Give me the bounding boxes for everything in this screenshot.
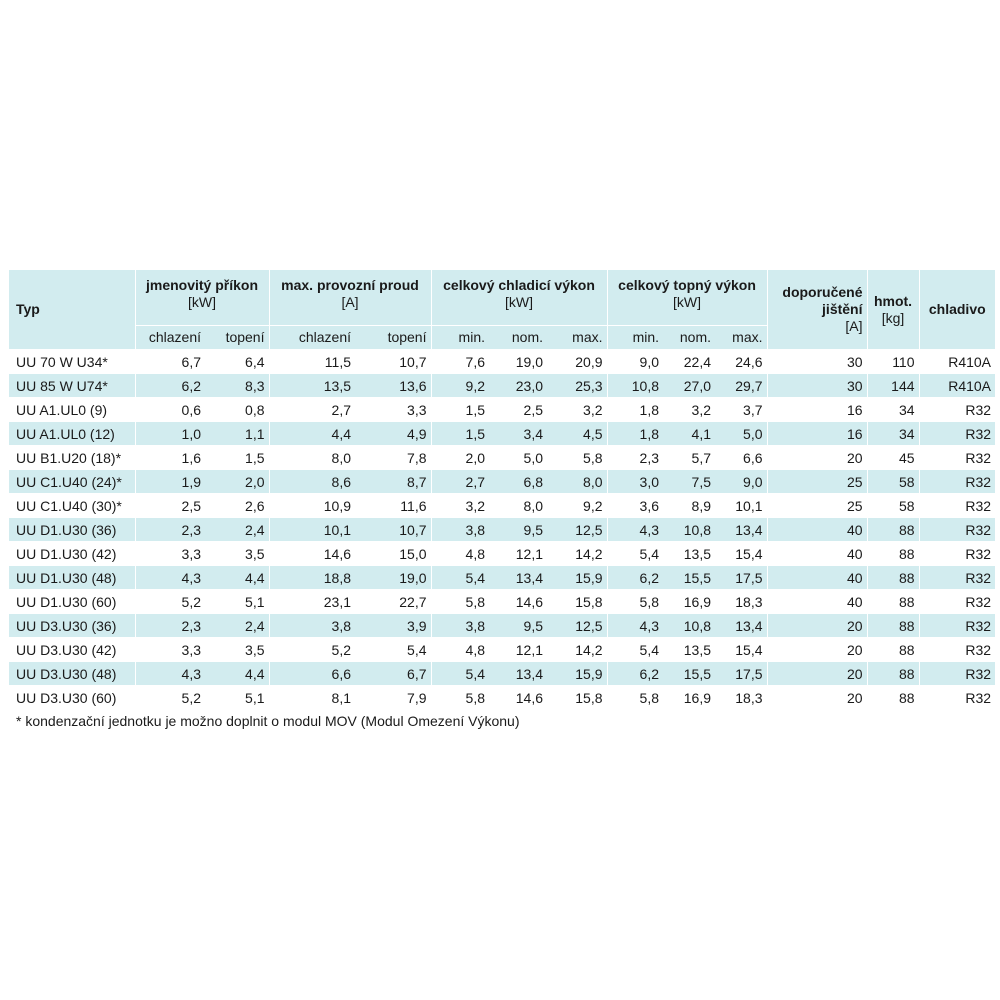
table-row	[9, 542, 995, 566]
cell-chladici-nom: 12,1	[489, 638, 547, 662]
cell-chladici-nom: 3,4	[489, 422, 547, 446]
cell-topny-min: 2,3	[607, 446, 663, 470]
cell-jisteni: 40	[767, 590, 867, 614]
header-jisteni-unit: [A]	[845, 318, 863, 334]
cell-proud-chlazeni: 3,8	[269, 614, 355, 638]
header-hmot-title: hmot.	[873, 292, 913, 309]
cell-chladici-min: 4,8	[431, 542, 489, 566]
cell-prikon-topeni: 5,1	[205, 590, 269, 614]
cell-model: UU D1.U30 (60)	[9, 590, 135, 614]
cell-hmotnost: 88	[867, 566, 919, 590]
cell-topny-nom: 7,5	[663, 470, 715, 494]
cell-topny-nom: 3,2	[663, 398, 715, 422]
cell-chladici-min: 9,2	[431, 374, 489, 398]
cell-prikon-chlazeni: 1,0	[135, 422, 205, 446]
cell-topny-min: 5,8	[607, 590, 663, 614]
cell-hmotnost: 34	[867, 422, 919, 446]
cell-jisteni: 20	[767, 686, 867, 710]
cell-proud-chlazeni: 2,7	[269, 398, 355, 422]
cell-proud-topeni: 7,8	[355, 446, 431, 470]
header-topny-unit: [kW]	[673, 294, 702, 310]
cell-topny-nom: 15,5	[663, 662, 715, 686]
header-hmot	[867, 270, 919, 350]
cell-chladivo: R32	[919, 686, 995, 710]
cell-proud-topeni: 19,0	[355, 566, 431, 590]
cell-topny-nom: 27,0	[663, 374, 715, 398]
cell-chladici-min: 3,8	[431, 518, 489, 542]
table-row	[9, 494, 995, 518]
cell-proud-chlazeni: 23,1	[269, 590, 355, 614]
cell-hmotnost: 88	[867, 686, 919, 710]
cell-model: UU D3.U30 (60)	[9, 686, 135, 710]
cell-hmotnost: 34	[867, 398, 919, 422]
cell-proud-topeni: 8,7	[355, 470, 431, 494]
cell-chladici-max: 20,9	[547, 350, 607, 374]
cell-topny-max: 17,5	[715, 566, 767, 590]
cell-model: UU 85 W U74*	[9, 374, 135, 398]
cell-proud-chlazeni: 18,8	[269, 566, 355, 590]
cell-topny-min: 5,8	[607, 686, 663, 710]
cell-jisteni: 30	[767, 350, 867, 374]
cell-topny-min: 3,0	[607, 470, 663, 494]
cell-model: UU C1.U40 (24)*	[9, 470, 135, 494]
cell-proud-chlazeni: 4,4	[269, 422, 355, 446]
cell-proud-chlazeni: 8,0	[269, 446, 355, 470]
cell-jisteni: 25	[767, 470, 867, 494]
cell-topny-max: 24,6	[715, 350, 767, 374]
cell-hmotnost: 88	[867, 614, 919, 638]
cell-model: UU D1.U30 (48)	[9, 566, 135, 590]
cell-topny-max: 9,0	[715, 470, 767, 494]
cell-chladici-nom: 13,4	[489, 566, 547, 590]
cell-proud-topeni: 3,3	[355, 398, 431, 422]
table-row	[9, 590, 995, 614]
cell-topny-nom: 10,8	[663, 518, 715, 542]
header-chladici	[431, 270, 607, 326]
cell-chladici-max: 8,0	[547, 470, 607, 494]
cell-chladici-nom: 13,4	[489, 662, 547, 686]
cell-prikon-chlazeni: 6,7	[135, 350, 205, 374]
header-topny	[607, 270, 767, 326]
cell-jisteni: 20	[767, 662, 867, 686]
cell-topny-max: 15,4	[715, 638, 767, 662]
cell-model: UU D1.U30 (36)	[9, 518, 135, 542]
cell-topny-min: 1,8	[607, 398, 663, 422]
table-body	[9, 350, 995, 710]
cell-jisteni: 20	[767, 614, 867, 638]
cell-topny-min: 3,6	[607, 494, 663, 518]
cell-chladivo: R32	[919, 422, 995, 446]
cell-prikon-topeni: 4,4	[205, 662, 269, 686]
cell-hmotnost: 58	[867, 470, 919, 494]
cell-proud-chlazeni: 8,1	[269, 686, 355, 710]
cell-topny-min: 6,2	[607, 662, 663, 686]
table-row	[9, 662, 995, 686]
table-row	[9, 638, 995, 662]
cell-proud-chlazeni: 14,6	[269, 542, 355, 566]
cell-chladivo: R32	[919, 662, 995, 686]
header-jisteni-line1: doporučené	[782, 284, 863, 300]
table-row	[9, 422, 995, 446]
table-row	[9, 398, 995, 422]
cell-prikon-chlazeni: 0,6	[135, 398, 205, 422]
cell-chladici-min: 3,8	[431, 614, 489, 638]
table-row	[9, 518, 995, 542]
header-proud-unit: [A]	[341, 294, 359, 310]
cell-chladici-max: 9,2	[547, 494, 607, 518]
cell-hmotnost: 88	[867, 662, 919, 686]
cell-prikon-topeni: 2,0	[205, 470, 269, 494]
cell-topny-nom: 5,7	[663, 446, 715, 470]
cell-prikon-chlazeni: 1,6	[135, 446, 205, 470]
cell-chladici-nom: 19,0	[489, 350, 547, 374]
cell-chladici-max: 25,3	[547, 374, 607, 398]
header-chladivo: chladivo	[919, 270, 995, 350]
cell-chladici-min: 2,7	[431, 470, 489, 494]
cell-jisteni: 20	[767, 638, 867, 662]
cell-prikon-chlazeni: 6,2	[135, 374, 205, 398]
cell-chladici-max: 5,8	[547, 446, 607, 470]
cell-topny-min: 1,8	[607, 422, 663, 446]
cell-proud-chlazeni: 10,1	[269, 518, 355, 542]
cell-prikon-topeni: 1,5	[205, 446, 269, 470]
header-prikon-chlazeni: chlazení	[135, 326, 205, 350]
cell-topny-max: 3,7	[715, 398, 767, 422]
header-prikon-unit: [kW]	[188, 294, 216, 310]
header-proud-chlazeni: chlazení	[269, 326, 355, 350]
cell-prikon-topeni: 1,1	[205, 422, 269, 446]
cell-chladici-min: 5,4	[431, 662, 489, 686]
cell-jisteni: 25	[767, 494, 867, 518]
cell-model: UU D1.U30 (42)	[9, 542, 135, 566]
cell-hmotnost: 88	[867, 518, 919, 542]
cell-topny-min: 5,4	[607, 638, 663, 662]
cell-chladici-max: 12,5	[547, 518, 607, 542]
cell-proud-chlazeni: 8,6	[269, 470, 355, 494]
cell-chladici-max: 15,8	[547, 686, 607, 710]
cell-chladici-nom: 9,5	[489, 518, 547, 542]
cell-hmotnost: 110	[867, 350, 919, 374]
cell-prikon-chlazeni: 3,3	[135, 542, 205, 566]
cell-chladivo: R32	[919, 518, 995, 542]
cell-topny-max: 5,0	[715, 422, 767, 446]
header-topny-title: celkový topný výkon	[618, 277, 756, 293]
cell-proud-chlazeni: 10,9	[269, 494, 355, 518]
cell-prikon-chlazeni: 1,9	[135, 470, 205, 494]
cell-topny-min: 10,8	[607, 374, 663, 398]
cell-chladivo: R32	[919, 398, 995, 422]
cell-prikon-chlazeni: 4,3	[135, 566, 205, 590]
cell-prikon-topeni: 0,8	[205, 398, 269, 422]
cell-prikon-topeni: 2,6	[205, 494, 269, 518]
cell-chladivo: R32	[919, 542, 995, 566]
cell-chladici-min: 5,8	[431, 686, 489, 710]
cell-chladici-min: 2,0	[431, 446, 489, 470]
header-topny-max: max.	[715, 326, 767, 350]
cell-jisteni: 30	[767, 374, 867, 398]
cell-prikon-topeni: 8,3	[205, 374, 269, 398]
cell-proud-topeni: 15,0	[355, 542, 431, 566]
cell-prikon-chlazeni: 2,3	[135, 518, 205, 542]
cell-prikon-topeni: 2,4	[205, 518, 269, 542]
cell-jisteni: 40	[767, 518, 867, 542]
footnote: * kondenzační jednotku je možno doplnit o modul MOV (Modul Omezení Výkonu)	[16, 713, 520, 729]
cell-topny-max: 13,4	[715, 518, 767, 542]
header-jisteni-line2: jištění	[822, 301, 863, 317]
header-jisteni	[767, 270, 867, 350]
cell-proud-topeni: 10,7	[355, 350, 431, 374]
cell-chladici-nom: 9,5	[489, 614, 547, 638]
header-chladici-title: celkový chladicí výkon	[443, 277, 595, 293]
header-proud-title: max. provozní proud	[281, 277, 419, 293]
cell-hmotnost: 144	[867, 374, 919, 398]
cell-chladivo: R32	[919, 446, 995, 470]
cell-topny-nom: 13,5	[663, 542, 715, 566]
cell-proud-topeni: 5,4	[355, 638, 431, 662]
cell-chladici-min: 1,5	[431, 422, 489, 446]
table-row	[9, 566, 995, 590]
header-typ: Typ	[9, 270, 135, 350]
table-row	[9, 470, 995, 494]
cell-jisteni: 16	[767, 398, 867, 422]
cell-topny-nom: 4,1	[663, 422, 715, 446]
cell-topny-nom: 8,9	[663, 494, 715, 518]
cell-proud-chlazeni: 6,6	[269, 662, 355, 686]
cell-chladici-max: 14,2	[547, 638, 607, 662]
cell-topny-min: 5,4	[607, 542, 663, 566]
cell-topny-nom: 16,9	[663, 590, 715, 614]
cell-jisteni: 20	[767, 446, 867, 470]
header-prikon	[135, 270, 269, 326]
cell-chladivo: R410A	[919, 350, 995, 374]
cell-prikon-topeni: 5,1	[205, 686, 269, 710]
cell-model: UU D3.U30 (36)	[9, 614, 135, 638]
header-chladici-nom: nom.	[489, 326, 547, 350]
cell-topny-nom: 22,4	[663, 350, 715, 374]
cell-proud-topeni: 22,7	[355, 590, 431, 614]
cell-chladici-max: 3,2	[547, 398, 607, 422]
cell-chladici-nom: 6,8	[489, 470, 547, 494]
cell-topny-max: 18,3	[715, 686, 767, 710]
cell-hmotnost: 88	[867, 638, 919, 662]
cell-topny-min: 4,3	[607, 518, 663, 542]
cell-proud-chlazeni: 13,5	[269, 374, 355, 398]
header-topny-nom: nom.	[663, 326, 715, 350]
cell-jisteni: 40	[767, 542, 867, 566]
cell-proud-topeni: 7,9	[355, 686, 431, 710]
cell-topny-nom: 16,9	[663, 686, 715, 710]
cell-jisteni: 16	[767, 422, 867, 446]
cell-prikon-chlazeni: 2,5	[135, 494, 205, 518]
cell-chladici-nom: 14,6	[489, 590, 547, 614]
cell-chladivo: R32	[919, 638, 995, 662]
cell-chladici-min: 5,8	[431, 590, 489, 614]
cell-topny-max: 13,4	[715, 614, 767, 638]
cell-proud-chlazeni: 5,2	[269, 638, 355, 662]
cell-chladici-max: 15,9	[547, 566, 607, 590]
cell-chladici-nom: 12,1	[489, 542, 547, 566]
header-proud	[269, 270, 431, 326]
cell-chladici-nom: 8,0	[489, 494, 547, 518]
cell-chladici-max: 4,5	[547, 422, 607, 446]
cell-proud-topeni: 6,7	[355, 662, 431, 686]
cell-prikon-chlazeni: 2,3	[135, 614, 205, 638]
cell-chladici-min: 1,5	[431, 398, 489, 422]
cell-topny-nom: 10,8	[663, 614, 715, 638]
cell-chladivo: R410A	[919, 374, 995, 398]
cell-model: UU 70 W U34*	[9, 350, 135, 374]
cell-proud-topeni: 3,9	[355, 614, 431, 638]
cell-topny-nom: 15,5	[663, 566, 715, 590]
header-chladici-max: max.	[547, 326, 607, 350]
cell-chladici-nom: 23,0	[489, 374, 547, 398]
cell-prikon-topeni: 3,5	[205, 542, 269, 566]
cell-chladivo: R32	[919, 590, 995, 614]
cell-chladici-min: 5,4	[431, 566, 489, 590]
table-row	[9, 446, 995, 470]
cell-chladici-max: 15,9	[547, 662, 607, 686]
cell-topny-min: 6,2	[607, 566, 663, 590]
cell-topny-max: 15,4	[715, 542, 767, 566]
header-prikon-topeni: topení	[205, 326, 269, 350]
cell-prikon-topeni: 4,4	[205, 566, 269, 590]
cell-chladici-max: 14,2	[547, 542, 607, 566]
table-row	[9, 614, 995, 638]
cell-prikon-chlazeni: 5,2	[135, 686, 205, 710]
cell-model: UU A1.UL0 (9)	[9, 398, 135, 422]
header-proud-topeni: topení	[355, 326, 431, 350]
cell-model: UU B1.U20 (18)*	[9, 446, 135, 470]
cell-topny-nom: 13,5	[663, 638, 715, 662]
cell-prikon-topeni: 6,4	[205, 350, 269, 374]
table-row	[9, 686, 995, 710]
cell-prikon-chlazeni: 3,3	[135, 638, 205, 662]
cell-chladivo: R32	[919, 614, 995, 638]
cell-topny-max: 17,5	[715, 662, 767, 686]
header-hmot-unit: [kg]	[881, 309, 905, 326]
spec-table	[9, 270, 995, 709]
table-row	[9, 350, 995, 374]
cell-chladivo: R32	[919, 566, 995, 590]
cell-prikon-topeni: 3,5	[205, 638, 269, 662]
header-prikon-title: jmenovitý příkon	[145, 277, 259, 293]
cell-prikon-chlazeni: 5,2	[135, 590, 205, 614]
cell-topny-max: 6,6	[715, 446, 767, 470]
cell-proud-topeni: 10,7	[355, 518, 431, 542]
cell-topny-max: 18,3	[715, 590, 767, 614]
cell-hmotnost: 58	[867, 494, 919, 518]
cell-proud-chlazeni: 11,5	[269, 350, 355, 374]
cell-jisteni: 40	[767, 566, 867, 590]
table-header	[9, 270, 995, 350]
cell-hmotnost: 45	[867, 446, 919, 470]
cell-model: UU A1.UL0 (12)	[9, 422, 135, 446]
cell-proud-topeni: 11,6	[355, 494, 431, 518]
cell-chladici-min: 4,8	[431, 638, 489, 662]
cell-prikon-chlazeni: 4,3	[135, 662, 205, 686]
cell-chladici-min: 3,2	[431, 494, 489, 518]
cell-topny-min: 9,0	[607, 350, 663, 374]
cell-chladivo: R32	[919, 470, 995, 494]
cell-topny-max: 29,7	[715, 374, 767, 398]
cell-proud-topeni: 13,6	[355, 374, 431, 398]
cell-chladici-max: 15,8	[547, 590, 607, 614]
table-row	[9, 374, 995, 398]
cell-topny-min: 4,3	[607, 614, 663, 638]
header-topny-min: min.	[607, 326, 663, 350]
cell-model: UU C1.U40 (30)*	[9, 494, 135, 518]
cell-chladici-nom: 5,0	[489, 446, 547, 470]
cell-topny-max: 10,1	[715, 494, 767, 518]
cell-model: UU D3.U30 (42)	[9, 638, 135, 662]
cell-chladici-nom: 2,5	[489, 398, 547, 422]
cell-chladici-min: 7,6	[431, 350, 489, 374]
header-chladici-min: min.	[431, 326, 489, 350]
cell-proud-topeni: 4,9	[355, 422, 431, 446]
cell-chladici-nom: 14,6	[489, 686, 547, 710]
cell-chladivo: R32	[919, 494, 995, 518]
cell-hmotnost: 88	[867, 542, 919, 566]
cell-chladici-max: 12,5	[547, 614, 607, 638]
header-chladici-unit: [kW]	[505, 294, 533, 310]
cell-hmotnost: 88	[867, 590, 919, 614]
cell-model: UU D3.U30 (48)	[9, 662, 135, 686]
cell-prikon-topeni: 2,4	[205, 614, 269, 638]
